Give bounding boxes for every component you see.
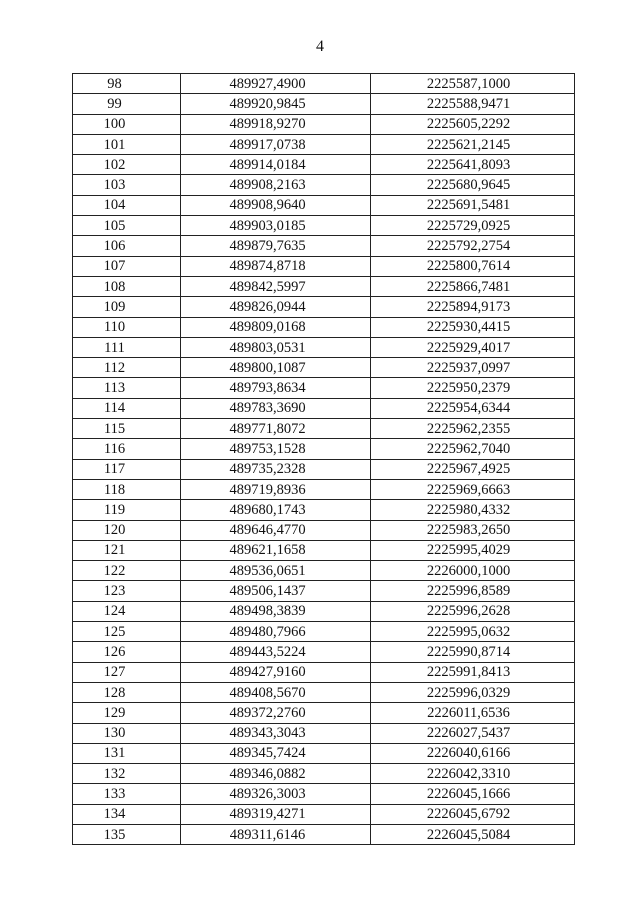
table-row [73, 764, 575, 784]
point-number-cell: 108 [73, 276, 181, 296]
table-row [73, 682, 575, 702]
x-coordinate-cell: 489800,1087 [181, 358, 371, 378]
x-coordinate-cell: 489809,0168 [181, 317, 371, 337]
x-coordinate-cell: 489874,8718 [181, 256, 371, 276]
table-row [73, 703, 575, 723]
table-row [73, 581, 575, 601]
x-coordinate-cell: 489498,3839 [181, 601, 371, 621]
y-coordinate-cell: 2225866,7481 [371, 276, 575, 296]
table-row [73, 94, 575, 114]
table-row [73, 642, 575, 662]
x-coordinate-cell: 489680,1743 [181, 500, 371, 520]
coordinates-table [72, 73, 575, 845]
x-coordinate-cell: 489646,4770 [181, 520, 371, 540]
table-row [73, 622, 575, 642]
table-row [73, 155, 575, 175]
y-coordinate-cell: 2225983,2650 [371, 520, 575, 540]
table-row [73, 824, 575, 844]
point-number-cell: 110 [73, 317, 181, 337]
y-coordinate-cell: 2225990,8714 [371, 642, 575, 662]
point-number-cell: 123 [73, 581, 181, 601]
point-number-cell: 114 [73, 398, 181, 418]
table-row [73, 479, 575, 499]
table-row [73, 662, 575, 682]
y-coordinate-cell: 2225980,4332 [371, 500, 575, 520]
table-row [73, 216, 575, 236]
y-coordinate-cell: 2225621,2145 [371, 134, 575, 154]
y-coordinate-cell: 2226042,3310 [371, 764, 575, 784]
point-number-cell: 101 [73, 134, 181, 154]
table-row [73, 276, 575, 296]
y-coordinate-cell: 2226000,1000 [371, 561, 575, 581]
x-coordinate-cell: 489753,1528 [181, 439, 371, 459]
x-coordinate-cell: 489319,4271 [181, 804, 371, 824]
y-coordinate-cell: 2225995,0632 [371, 622, 575, 642]
x-coordinate-cell: 489506,1437 [181, 581, 371, 601]
x-coordinate-cell: 489621,1658 [181, 540, 371, 560]
y-coordinate-cell: 2225962,2355 [371, 419, 575, 439]
table-row [73, 114, 575, 134]
y-coordinate-cell: 2225930,4415 [371, 317, 575, 337]
point-number-cell: 105 [73, 216, 181, 236]
table-row [73, 723, 575, 743]
y-coordinate-cell: 2226045,6792 [371, 804, 575, 824]
table-row [73, 297, 575, 317]
table-row [73, 784, 575, 804]
x-coordinate-cell: 489920,9845 [181, 94, 371, 114]
table-row [73, 256, 575, 276]
x-coordinate-cell: 489719,8936 [181, 479, 371, 499]
point-number-cell: 118 [73, 479, 181, 499]
x-coordinate-cell: 489345,7424 [181, 743, 371, 763]
y-coordinate-cell: 2226045,1666 [371, 784, 575, 804]
point-number-cell: 133 [73, 784, 181, 804]
x-coordinate-cell: 489903,0185 [181, 216, 371, 236]
y-coordinate-cell: 2225969,6663 [371, 479, 575, 499]
y-coordinate-cell: 2226011,6536 [371, 703, 575, 723]
table-row [73, 358, 575, 378]
point-number-cell: 117 [73, 459, 181, 479]
x-coordinate-cell: 489879,7635 [181, 236, 371, 256]
point-number-cell: 119 [73, 500, 181, 520]
point-number-cell: 102 [73, 155, 181, 175]
x-coordinate-cell: 489803,0531 [181, 337, 371, 357]
x-coordinate-cell: 489908,9640 [181, 195, 371, 215]
table-row [73, 195, 575, 215]
y-coordinate-cell: 2226040,6166 [371, 743, 575, 763]
point-number-cell: 113 [73, 378, 181, 398]
y-coordinate-cell: 2225680,9645 [371, 175, 575, 195]
x-coordinate-cell: 489536,0651 [181, 561, 371, 581]
table-row [73, 540, 575, 560]
point-number-cell: 124 [73, 601, 181, 621]
x-coordinate-cell: 489927,4900 [181, 74, 371, 94]
y-coordinate-cell: 2225894,9173 [371, 297, 575, 317]
x-coordinate-cell: 489443,5224 [181, 642, 371, 662]
y-coordinate-cell: 2225937,0997 [371, 358, 575, 378]
y-coordinate-cell: 2225950,2379 [371, 378, 575, 398]
x-coordinate-cell: 489908,2163 [181, 175, 371, 195]
x-coordinate-cell: 489771,8072 [181, 419, 371, 439]
y-coordinate-cell: 2225729,0925 [371, 216, 575, 236]
point-number-cell: 126 [73, 642, 181, 662]
y-coordinate-cell: 2226045,5084 [371, 824, 575, 844]
point-number-cell: 103 [73, 175, 181, 195]
x-coordinate-cell: 489480,7966 [181, 622, 371, 642]
x-coordinate-cell: 489783,3690 [181, 398, 371, 418]
table-row [73, 804, 575, 824]
y-coordinate-cell: 2225929,4017 [371, 337, 575, 357]
point-number-cell: 130 [73, 723, 181, 743]
x-coordinate-cell: 489326,3003 [181, 784, 371, 804]
point-number-cell: 107 [73, 256, 181, 276]
x-coordinate-cell: 489842,5997 [181, 276, 371, 296]
point-number-cell: 116 [73, 439, 181, 459]
y-coordinate-cell: 2225996,2628 [371, 601, 575, 621]
table-row [73, 601, 575, 621]
table-row [73, 520, 575, 540]
point-number-cell: 109 [73, 297, 181, 317]
table-row [73, 134, 575, 154]
point-number-cell: 104 [73, 195, 181, 215]
x-coordinate-cell: 489346,0882 [181, 764, 371, 784]
table-row [73, 74, 575, 94]
y-coordinate-cell: 2225641,8093 [371, 155, 575, 175]
coordinates-table-body [73, 74, 575, 845]
y-coordinate-cell: 2225800,7614 [371, 256, 575, 276]
x-coordinate-cell: 489408,5670 [181, 682, 371, 702]
point-number-cell: 98 [73, 74, 181, 94]
point-number-cell: 122 [73, 561, 181, 581]
table-row [73, 439, 575, 459]
y-coordinate-cell: 2225691,5481 [371, 195, 575, 215]
x-coordinate-cell: 489793,8634 [181, 378, 371, 398]
point-number-cell: 134 [73, 804, 181, 824]
x-coordinate-cell: 489917,0738 [181, 134, 371, 154]
point-number-cell: 111 [73, 337, 181, 357]
y-coordinate-cell: 2225996,8589 [371, 581, 575, 601]
table-row [73, 561, 575, 581]
point-number-cell: 129 [73, 703, 181, 723]
point-number-cell: 131 [73, 743, 181, 763]
table-row [73, 317, 575, 337]
point-number-cell: 132 [73, 764, 181, 784]
y-coordinate-cell: 2225605,2292 [371, 114, 575, 134]
y-coordinate-cell: 2225588,9471 [371, 94, 575, 114]
x-coordinate-cell: 489343,3043 [181, 723, 371, 743]
x-coordinate-cell: 489311,6146 [181, 824, 371, 844]
x-coordinate-cell: 489427,9160 [181, 662, 371, 682]
table-row [73, 500, 575, 520]
x-coordinate-cell: 489914,0184 [181, 155, 371, 175]
x-coordinate-cell: 489918,9270 [181, 114, 371, 134]
table-row [73, 378, 575, 398]
table-row [73, 337, 575, 357]
point-number-cell: 135 [73, 824, 181, 844]
point-number-cell: 112 [73, 358, 181, 378]
table-row [73, 743, 575, 763]
table-row [73, 398, 575, 418]
point-number-cell: 99 [73, 94, 181, 114]
y-coordinate-cell: 2225991,8413 [371, 662, 575, 682]
x-coordinate-cell: 489735,2328 [181, 459, 371, 479]
y-coordinate-cell: 2225962,7040 [371, 439, 575, 459]
table-row [73, 175, 575, 195]
point-number-cell: 120 [73, 520, 181, 540]
page-number: 4 [316, 38, 324, 55]
table-row [73, 236, 575, 256]
point-number-cell: 115 [73, 419, 181, 439]
point-number-cell: 100 [73, 114, 181, 134]
table-row [73, 459, 575, 479]
y-coordinate-cell: 2226027,5437 [371, 723, 575, 743]
point-number-cell: 121 [73, 540, 181, 560]
point-number-cell: 125 [73, 622, 181, 642]
y-coordinate-cell: 2225792,2754 [371, 236, 575, 256]
y-coordinate-cell: 2225954,6344 [371, 398, 575, 418]
table-row [73, 419, 575, 439]
x-coordinate-cell: 489372,2760 [181, 703, 371, 723]
point-number-cell: 128 [73, 682, 181, 702]
y-coordinate-cell: 2225996,0329 [371, 682, 575, 702]
y-coordinate-cell: 2225967,4925 [371, 459, 575, 479]
point-number-cell: 127 [73, 662, 181, 682]
y-coordinate-cell: 2225587,1000 [371, 74, 575, 94]
y-coordinate-cell: 2225995,4029 [371, 540, 575, 560]
point-number-cell: 106 [73, 236, 181, 256]
x-coordinate-cell: 489826,0944 [181, 297, 371, 317]
